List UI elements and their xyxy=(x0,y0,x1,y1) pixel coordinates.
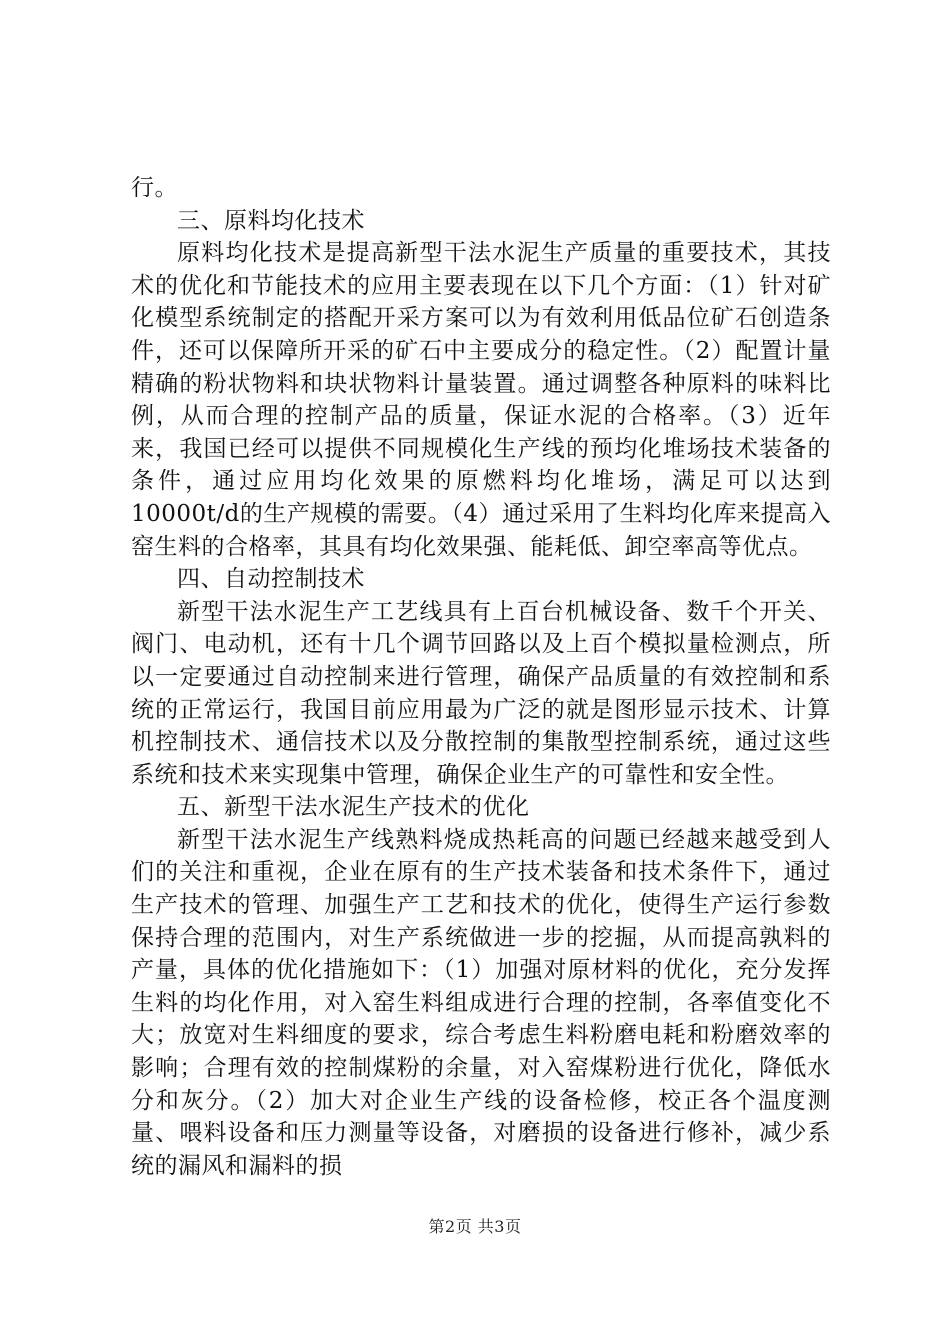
paragraph-continuation: 行。 xyxy=(131,175,178,201)
paragraph-process-optimization: 新型干法水泥生产线熟料烧成热耗高的问题已经越来越受到人们的关注和重视，企业在原有的生产技术装备和技术条件下，通过生产技术的管理、加强生产工艺和技术的优化，使得生产运行参数保持合理的范围内，对生产系统做进一步的挖掘，从而提高孰料的产量，具体的优化措施如下：（1）加强对原材料的优化，充分发挥生料的均化作用，对入窑生料组成进行合理的控制，各率值变化不大；放宽对生料细度的要求，综合考虑生料粉磨电耗和粉磨效率的影响；合理有效的控制煤粉的余量，对入窑煤粉进行优化，降低水分和灰分。（2）加大对企业生产线的设备检修，校正各个温度测量、喂料设备和压力测量等设备，对磨损的设备进行修补，减少系统的漏风和漏料的损 xyxy=(131,826,831,1179)
document-body xyxy=(131,172,831,1182)
paragraph-automatic-control: 新型干法水泥生产工艺线具有上百台机械设备、数千个开关、阀门、电动机，还有十几个调节回路以及上百个模拟量检测点，所以一定要通过自动控制来进行管理，确保产品质量的有效控制和系统的正常运行，我国目前应用最为广泛的就是图形显示技术、计算机控制技术、通信技术以及分散控制的集散型控制系统，通过这些系统和技术来实现集中管理，确保企业生产的可靠性和安全性。 xyxy=(131,598,831,788)
section-heading-3: 三、原料均化技术 xyxy=(177,207,365,234)
section-heading-5: 五、新型干法水泥生产技术的优化 xyxy=(177,794,530,821)
paragraph-raw-material-homogenization: 原料均化技术是提高新型干法水泥生产质量的重要技术，其技术的优化和节能技术的应用主要表现在以下几个方面：（1）针对矿化模型系统制定的搭配开采方案可以为有效利用低品位矿石创造条件，还可以保障所开采的矿石中主要成分的稳定性。（2）配置计量精确的粉状物料和块状物料计量装置。通过调整各种原料的味料比例，从而合理的控制产品的质量，保证水泥的合格率。（3）近年来，我国已经可以提供不同规模化生产线的预均化堆场技术装备的条件，通过应用均化效果的原燃料均化堆场，满足可以达到10000t/d的生产规模的需要。（4）通过采用了生料均化库来提高入窑生料的合格率，其具有均化效果强、能耗低、卸空率高等优点。 xyxy=(131,240,832,560)
section-heading-4: 四、自动控制技术 xyxy=(177,566,365,593)
page-footer xyxy=(0,1214,950,1237)
page-number: 第2页 共3页 xyxy=(428,1217,522,1236)
